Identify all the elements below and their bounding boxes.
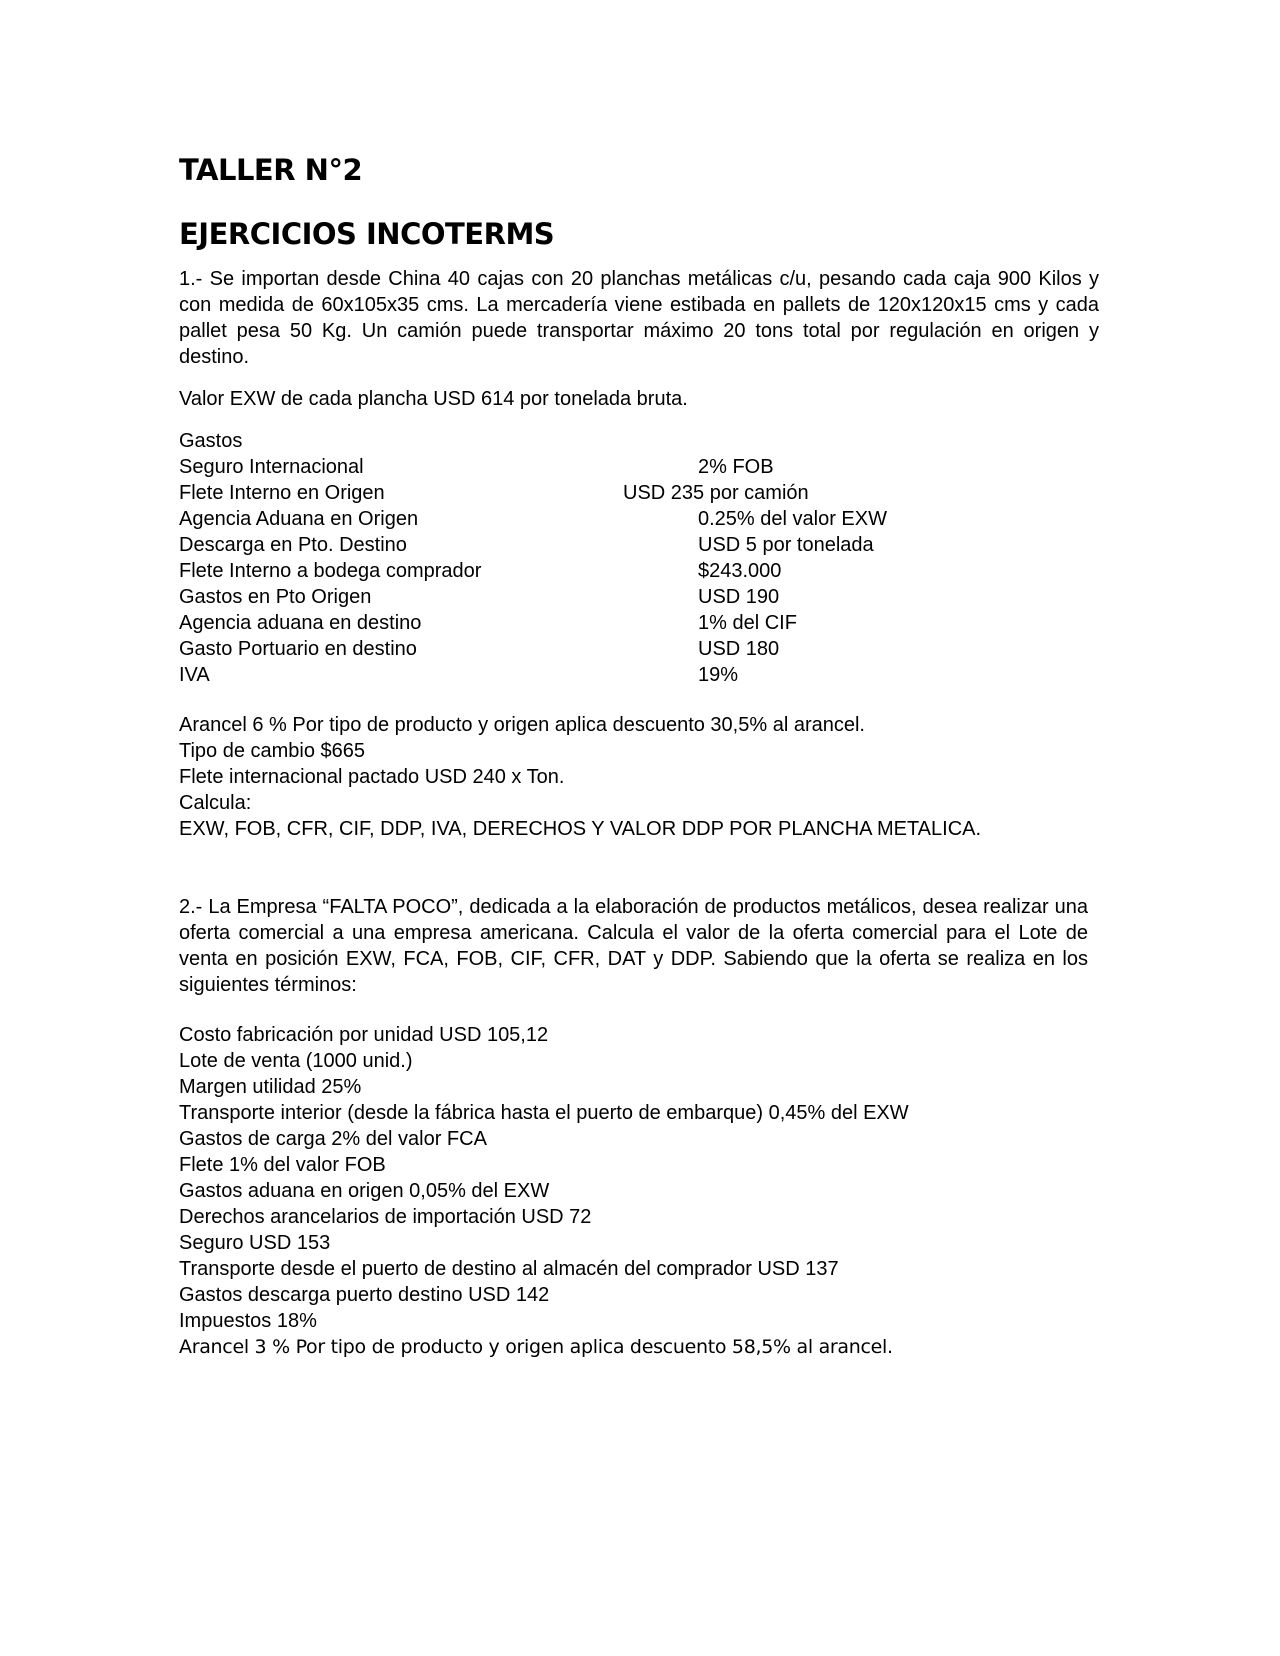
cost-row <box>179 454 1099 480</box>
exercise-2-intro: 2.- La Empresa “FALTA POCO”, dedicada a la elaboración de productos metálicos, desea realizar una oferta comercial a una empresa americana. Calcula el valor de la oferta comercial para el Lote de venta en posición EXW, FCA, FOB, CIF, CFR, DAT y DDP. Sabiendo que la oferta se realiza en los siguientes términos: <box>179 896 1088 996</box>
exercise-1-arancel: Arancel 6 % Por tipo de producto y origen aplica descuento 30,5% al arancel. <box>179 714 865 736</box>
cost-value: USD 235 por camión <box>623 482 809 504</box>
cost-label: Gastos en Pto Origen <box>179 586 372 608</box>
document-title: TALLER N°2 <box>179 153 363 187</box>
term-line: Gastos de carga 2% del valor FCA <box>179 1128 487 1150</box>
cost-row <box>179 506 1099 532</box>
exercise-1-tipo-cambio: Tipo de cambio $665 <box>179 740 366 762</box>
cost-value: 0.25% del valor EXW <box>698 508 887 530</box>
exercise-1-conditions <box>179 712 1099 842</box>
exercise-1-exw-value: Valor EXW de cada plancha USD 614 por tonelada bruta. <box>179 388 688 410</box>
exercise-2-terms <box>179 1022 1099 1360</box>
exercise-1-intro: 1.- Se importan desde China 40 cajas con 20 planchas metálicas c/u, pesando cada caja 900 Kilos y con medida de 60x105x35 cms. La mercadería viene estibada en pallets de 120x120x15 cms y cada pallet pesa 50 Kg. Un camión puede transportar máximo 20 tons total por regulación en origen y destino. <box>179 268 1099 368</box>
cost-label: Agencia aduana en destino <box>179 612 422 634</box>
term-line: Gastos descarga puerto destino USD 142 <box>179 1284 550 1306</box>
cost-row <box>179 532 1099 558</box>
cost-label: Descarga en Pto. Destino <box>179 534 407 556</box>
exercise-1-calcula: Calcula: <box>179 792 252 814</box>
cost-label: Flete Interno a bodega comprador <box>179 560 482 582</box>
term-line: Flete 1% del valor FOB <box>179 1154 386 1176</box>
cost-label: IVA <box>179 664 210 686</box>
cost-row <box>179 584 1099 610</box>
cost-row <box>179 610 1099 636</box>
cost-row <box>179 480 1099 506</box>
term-line: Derechos arancelarios de importación USD 72 <box>179 1206 592 1228</box>
term-line: Lote de venta (1000 unid.) <box>179 1050 413 1072</box>
cost-row <box>179 662 1099 688</box>
term-line: Margen utilidad 25% <box>179 1076 362 1098</box>
cost-label: Agencia Aduana en Origen <box>179 508 419 530</box>
term-line: Costo fabricación por unidad USD 105,12 <box>179 1024 549 1046</box>
costs-list <box>179 454 1099 688</box>
cost-label: Gasto Portuario en destino <box>179 638 417 660</box>
costs-heading: Gastos <box>179 430 243 452</box>
cost-value: USD 180 <box>698 638 780 660</box>
term-line: Transporte interior (desde la fábrica hasta el puerto de embarque) 0,45% del EXW <box>179 1102 909 1124</box>
exercise-2-arancel: Arancel 3 % Por tipo de producto y origen aplica descuento 58,5% al arancel. <box>179 1336 893 1358</box>
term-line: Impuestos 18% <box>179 1310 317 1332</box>
cost-value: USD 190 <box>698 586 780 608</box>
document-body <box>179 150 1099 1360</box>
cost-value: 1% del CIF <box>698 612 797 634</box>
cost-label: Seguro Internacional <box>179 456 364 478</box>
cost-value: $243.000 <box>698 560 782 582</box>
cost-value: 19% <box>698 664 739 686</box>
document-subtitle: EJERCICIOS INCOTERMS <box>179 217 555 251</box>
exercise-1-calcula-items: EXW, FOB, CFR, CIF, DDP, IVA, DERECHOS Y VALOR DDP POR PLANCHA METALICA. <box>179 818 982 840</box>
cost-value: 2% FOB <box>698 456 774 478</box>
cost-row <box>179 636 1099 662</box>
cost-value: USD 5 por tonelada <box>698 534 874 556</box>
section-gap <box>179 842 1099 894</box>
term-line: Transporte desde el puerto de destino al almacén del comprador USD 137 <box>179 1258 839 1280</box>
term-line: Seguro USD 153 <box>179 1232 331 1254</box>
cost-label: Flete Interno en Origen <box>179 482 385 504</box>
cost-row <box>179 558 1099 584</box>
exercise-1-flete: Flete internacional pactado USD 240 x Ton. <box>179 766 565 788</box>
term-line: Gastos aduana en origen 0,05% del EXW <box>179 1180 550 1202</box>
